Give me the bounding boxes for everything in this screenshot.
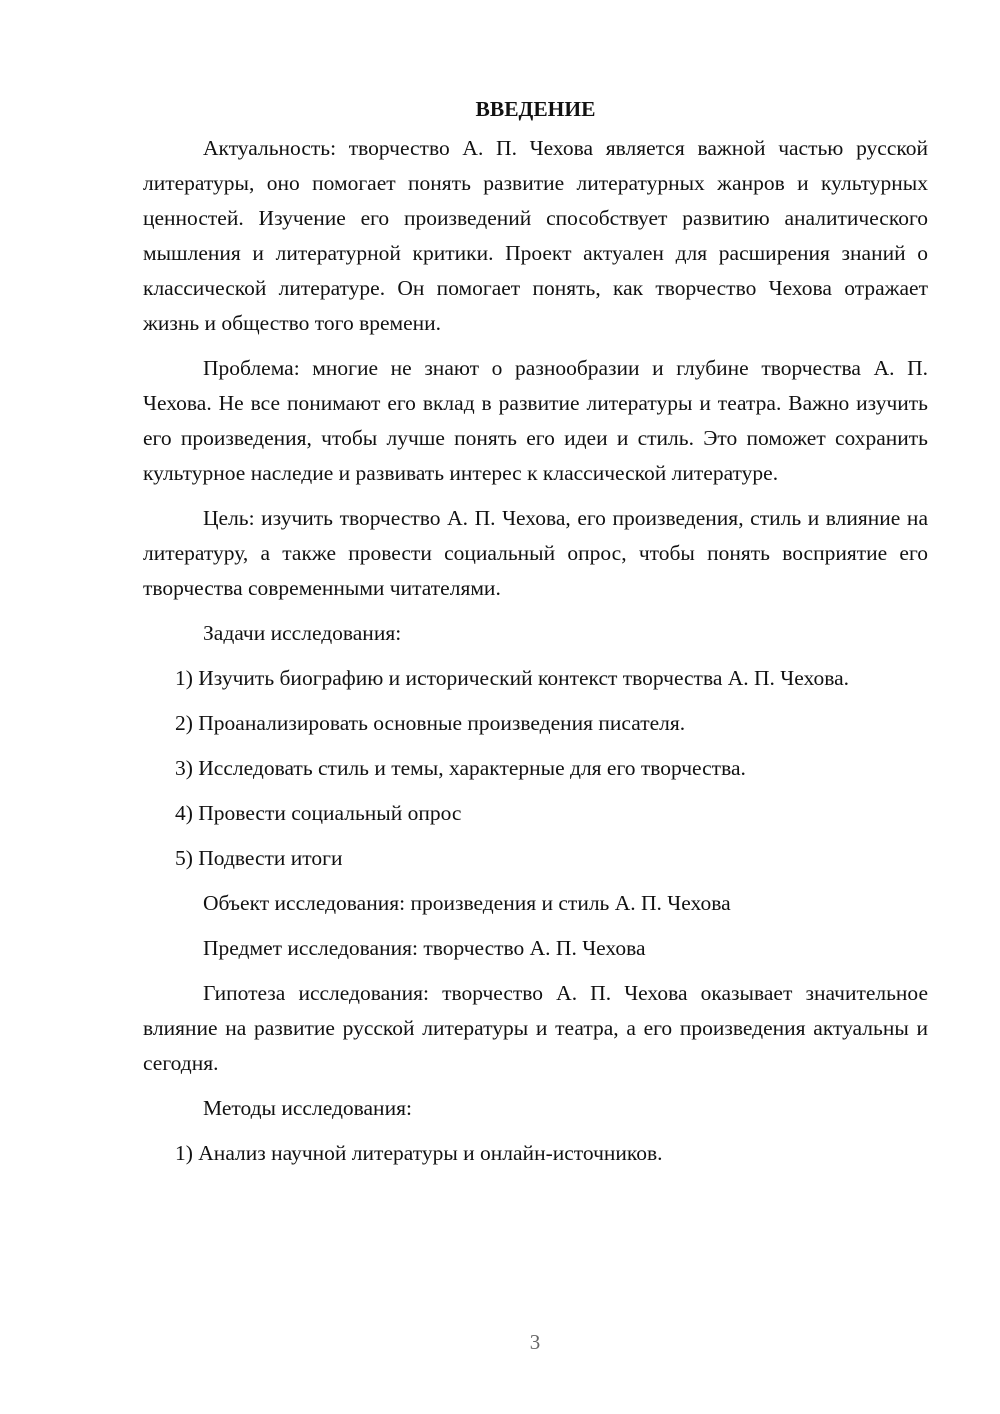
page-content — [143, 92, 928, 1181]
research-hypothesis: Гипотеза исследования: творчество А. П. Чехова оказывает значительное влияние на развитие русской литературы и театра, а его произведения актуальны и сегодня. — [143, 981, 928, 1075]
goal-paragraph: Цель: изучить творчество А. П. Чехова, его произведения, стиль и влияние на литературу, а также провести социальный опрос, чтобы понять восприятие его творчества современными читателями. — [143, 506, 928, 600]
methods-heading: Методы исследования: — [203, 1096, 412, 1120]
tasks-heading: Задачи исследования: — [203, 621, 402, 645]
section-title: ВВЕДЕНИЕ — [475, 97, 596, 121]
research-subject: Предмет исследования: творчество А. П. Чехова — [203, 936, 646, 960]
page-number: 3 — [529, 1330, 541, 1354]
task-item: 2) Проанализировать основные произведения писателя. — [175, 711, 686, 735]
task-item: 3) Исследовать стиль и темы, характерные для его творчества. — [175, 756, 746, 780]
problem-paragraph: Проблема: многие не знают о разнообразии и глубине творчества А. П. Чехова. Не все понимают его вклад в развитие литературы и театра. Важно изучить его произведения, чтобы лучше понять его идеи и стиль. Это поможет сохранить культурное наследие и развивать интерес к классической литературе. — [143, 356, 928, 485]
method-item: 1) Анализ научной литературы и онлайн-источников. — [175, 1141, 663, 1165]
relevance-paragraph: Актуальность: творчество А. П. Чехова является важной частью русской литературы, оно помогает понять развитие литературных жанров и культурных ценностей. Изучение его произведений способствует развитию аналитического мышления и литературной критики. Проект актуален для расширения знаний о классической литературе. Он помогает понять, как творчество Чехова отражает жизнь и общество того времени. — [143, 136, 928, 335]
research-object: Объект исследования: произведения и стиль А. П. Чехова — [203, 891, 731, 915]
task-item: 5) Подвести итоги — [175, 846, 343, 870]
task-item: 1) Изучить биографию и исторический контекст творчества А. П. Чехова. — [175, 666, 849, 690]
task-item: 4) Провести социальный опрос — [175, 801, 462, 825]
